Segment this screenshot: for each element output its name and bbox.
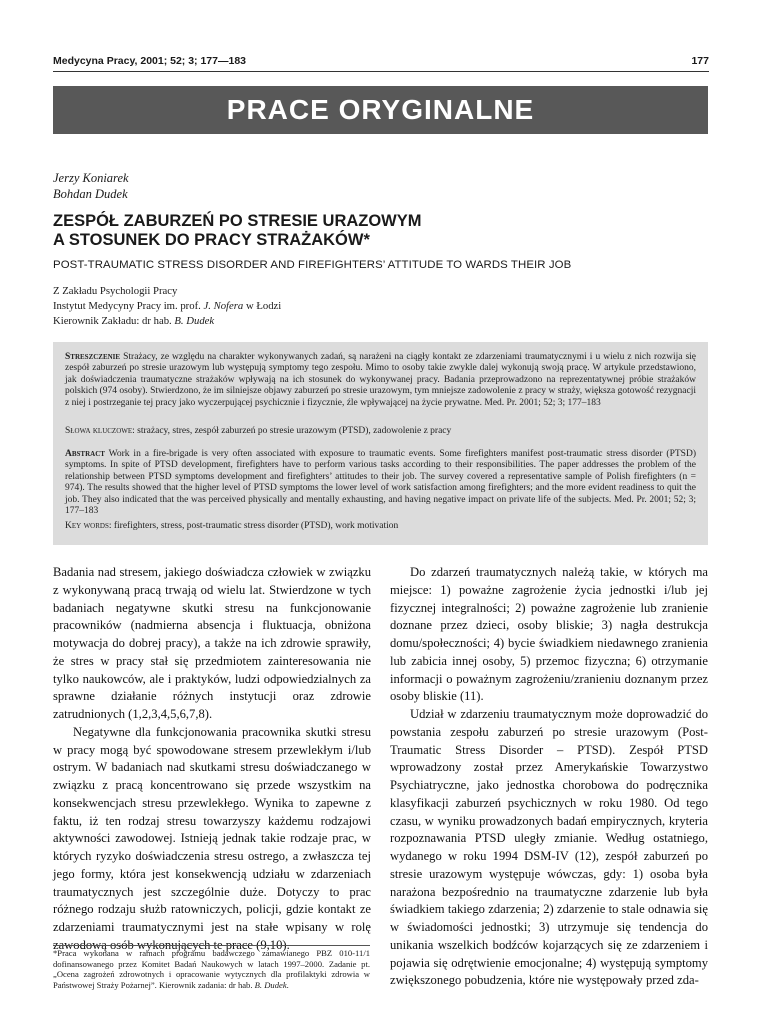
body-paragraph: Udział w zdarzeniu traumatycznym może doprowadzić do powstania zespołu zaburzeń po stresie urazowym (Post-Traumatic Stress Disorder – PTSD). Zespół PTSD wprowadzony został przez Amerykańskie Towarzystwo Psychiatryczne, jako jednostka chorobowa do podręcznika klasyfikacji zaburzeń psychicznych w roku 1980. Od tego czasu, w wyniku prowadzonych badań empirycznych, kryteria rozpoznawania PTSD uległy zmianie. Według ostatniego, wydanego w roku 1994 DSM-IV (12), zespół zaburzeń po stresie urazowym występuje wówczas, gdy: 1) osoba była narażona bezpośrednio na traumatyczne zdarzenie lub była świadkiem takiego zdarzenia; 2) zdarzenie to stale odnawia się w świadomości jednostki; 3) utrzymuje się tendencja do unikania wszelkich bodźców kojarzących się ze zdarzeniem i pojawia się odrętwienie emocjonalne; 4) występują symptomy zwiększonego pobudzenia, które nie występowały przed zda-	[390, 707, 708, 988]
running-header	[53, 55, 709, 72]
author-name: Jerzy Koniarek	[53, 171, 129, 185]
author-list	[53, 170, 129, 202]
body-paragraph: Do zdarzeń traumatycznych należą takie, w których ma miejsce: 1) poważne zagrożenie życia jednostki i/lub jej fizycznej integralności; 2) poważne zagrożenie lub zranienie doznane przez dzieci, osoby bliskie; 3) nagła destrukcja domu/społeczności; 4) bycie świadkiem niedawnego zranienia lub zabicia innej osoby, 5) przemoc fizyczna; 6) otrzymanie informacji o poważnym zagrożeniu/zranieniu doznanym przez osoby bliskie (11).	[390, 565, 708, 704]
body-paragraph: Badania nad stresem, jakiego doświadcza człowiek w związku z wykonywaną pracą trwają od wielu lat. Stwierdzone w tych badaniach negatywne skutki stresu na funkcjonowanie pracowników (nadmierna absencja i fluktuacja, obniżona motywacja do dobrej pracy), a także na ich zdrowie sprawiły, że stres w pracy stał się przedmiotem zainteresowania nie tylko naukowców, ale i praktyków, ludzi odpowiedzialnych za sprawne działanie różnych instytucji oraz zdrowie zatrudnionych (1,2,3,4,5,6,7,8).	[53, 565, 371, 721]
article-title	[53, 212, 422, 250]
footnote-text: *Praca wykonana w ramach programu badawczego zamawianego PBZ 010-11/1 dofinansowanego przez Komitet Badań Naukowych w latach 1997–2000. Zadanie pt. „Ocena zagrożeń zdrowotnych i opracowanie wytycznych dla profilaktyki zdrowia w Państwowej Straży Pożarnej”. Kierownik zadania: dr hab.	[53, 948, 370, 990]
english-title: POST-TRAUMATIC STRESS DISORDER AND FIREFIGHTERS’ ATTITUDE TO WARDS THEIR JOB	[53, 259, 572, 271]
page-number: 177	[691, 55, 709, 67]
title-line: A STOSUNEK DO PRACY STRAŻAKÓW*	[53, 231, 370, 249]
journal-citation: Medycyna Pracy, 2001; 52; 3; 177—183	[53, 55, 247, 67]
affiliation-line: Kierownik Zakładu: dr hab. B. Dudek	[53, 315, 215, 328]
key-words-text: firefighters, stress, post-traumatic stress disorder (PTSD), work motivation	[113, 521, 399, 531]
abstract-paragraph	[65, 449, 696, 517]
affiliation-line: Z Zakładu Psychologii Pracy	[53, 285, 178, 297]
streszczenie-label: Streszczenie	[65, 352, 121, 362]
section-banner: PRACE ORYGINALNE	[53, 86, 708, 134]
slowa-kluczowe-text: strażacy, stres, zespół zaburzeń po stresie urazowym (PTSD), zadowolenie z pracy	[137, 426, 452, 436]
footnote-name: B. Dudek	[254, 979, 287, 990]
abstract-text: Work in a fire-brigade is very often associated with exposure to traumatic events. Some firefighters manifest post-traumatic stress disorder (PTSD) symptoms. In spite of PTSD development, firefighters have to perform various tasks according to their responsibilities. The paper addresses the problem of the relationship between PTSD symptoms development and firefighters’ attitudes to their job. The survey covered a representative sample of Polish firefighters (n = 974). The results showed that the higher level of PTSD symptoms the lower level of work satisfaction among firefighters; and the more evident readiness to quit the job. They also indicated that the was perceived physically and mentally exhausting, and having negative impact on private life of the subjects. Med. Pr. 2001; 52; 3; 177–183	[65, 449, 696, 517]
title-line: ZESPÓŁ ZABURZEŃ PO STRESIE URAZOWYM	[53, 212, 422, 230]
streszczenie-text: Strażacy, ze względu na charakter wykonywanych zadań, są narażeni na ciągły kontakt ze zdarzeniami traumatycznymi i u wielu z nich rozwija się zespół zaburzeń po stresie urazowym lub występują symptomy tego zespołu. Mimo to osoby takie zwykle dalej wykonują swoją pracę. W artykule przedstawiono, jak doświadczenia traumatyczne strażaków wpływają na ich stosunek do wykonywanej pracy. Badania przeprowadzono na reprezentatywnej próbie strażaków polskich (974 osoby). Stwierdzono, że im silniejsze objawy zaburzeń po stresie urazowym, tym mniejsze zadowolenie z pracy w straży, większa gotowość rezygnacji z niej i postrzeganie tej pracy jako wyczerpującej psychicznie i fizycznie, źle wpływającej na życie prywatne. Med. Pr. 2001; 52; 3; 177–183	[65, 352, 697, 408]
abstract-box	[53, 342, 708, 545]
slowa-kluczowe-label: Słowa kluczowe:	[65, 426, 135, 436]
right-column	[390, 564, 708, 990]
abstract-label: Abstract	[65, 449, 105, 459]
body-paragraph: Negatywne dla funkcjonowania pracownika skutki stresu w pracy mogą być spowodowane stresem przewlekłym i/lub ostrym. W badaniach nad skutkami stresu doświadczanego w związku z pracą koncentrowano się przede wszystkim na konsekwencjach stresu przewlekłego. Wynika to zapewne z faktu, iż ten rodzaj stresu towarzyszy każdemu rodzajowi aktywności zawodowej. Istnieją jednak takie rodzaje prac, w których ryzyko doświadczenia stresu ostrego, a zwłaszcza tej jego formy, która jest konsekwencją udziału w zdarzeniach traumatycznych jest szczególnie duże. Dotyczy to prac różnego rodzaju służb ratowniczych, policji, gdzie kontakt ze zdarzeniami traumatycznymi jest na stałe wpisany w rolę zawodową osób wykonujących te prace (9,10).	[53, 724, 371, 952]
author-name: Bohdan Dudek	[53, 187, 128, 201]
keywords-en	[65, 521, 696, 532]
keywords-pl	[65, 426, 696, 437]
left-column	[53, 564, 371, 955]
affiliation	[53, 284, 281, 330]
streszczenie-paragraph	[65, 352, 696, 409]
footnote: *Praca wykonana w ramach programu badawczego zamawianego PBZ 010-11/1 dofinansowanego przez Komitet Badań Naukowych w latach 1997–2000. Zadanie pt. „Ocena zagrożeń zdrowotnych i opracowanie wytycznych dla profilaktyki zdrowia w Państwowej Straży Pożarnej”. Kierownik zadania: dr hab. B. Dudek.	[53, 945, 370, 990]
key-words-label: Key words:	[65, 521, 112, 531]
affiliation-line: Instytut Medycyny Pracy im. prof. J. Nofera w Łodzi	[53, 300, 282, 313]
